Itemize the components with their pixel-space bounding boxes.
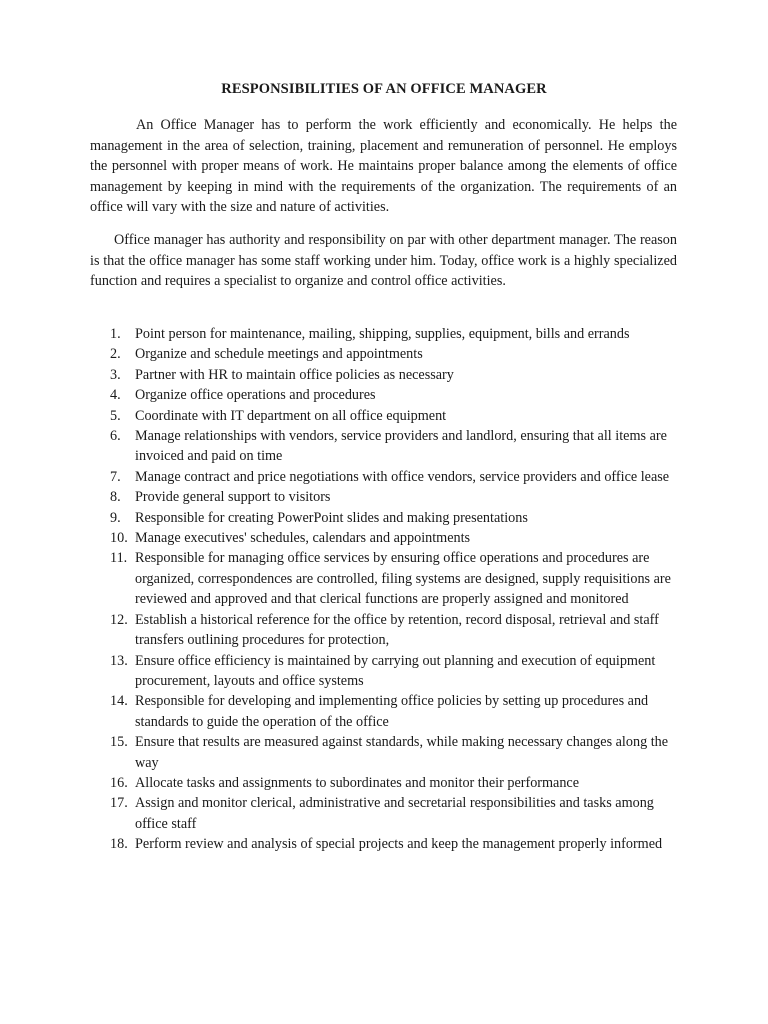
list-item-text: Organize office operations and procedures [135, 387, 376, 404]
list-item-number: 11. [110, 550, 128, 567]
list-item-text: Responsible for managing office services by ensuring office operations and procedures are organized, correspondences are controlled, filing systems are designed, supply requisitions are reviewed and approved and that clerical functions are properly assigned and monitored [135, 550, 671, 608]
intro-paragraph-2: Office manager has authority and responsibility on par with other department manager. The reason is that the office manager has some staff working under him. Today, office work is a highly specialized function and requires a specialist to organize and control office activities. [90, 232, 677, 289]
list-item-number: 7. [110, 468, 121, 485]
list-item [90, 406, 680, 426]
list-item [90, 467, 680, 487]
list-item-number: 15. [110, 734, 128, 751]
list-item-text: Ensure that results are measured against standards, while making necessary changes along the way [135, 734, 669, 771]
intro-paragraph-1: An Office Manager has to perform the work efficiently and economically. He helps the management in the area of selection, training, placement and remuneration of personnel. He employs the personnel with proper means of work. He maintains proper balance among the elements of office management by keeping in mind with the requirements of the organization. The requirements of an office will vary with the size and nature of activities. [90, 117, 677, 215]
list-item [90, 487, 680, 507]
list-item-number: 14. [110, 693, 128, 710]
list-item-text: Responsible for creating PowerPoint slides and making presentations [135, 509, 528, 526]
list-item [90, 691, 680, 732]
list-item-number: 5. [110, 407, 121, 424]
list-item-number: 2. [110, 346, 121, 363]
list-item-number: 3. [110, 366, 121, 383]
responsibilities-list [90, 324, 680, 855]
list-item-number: 18. [110, 836, 128, 853]
list-item-text: Provide general support to visitors [135, 489, 331, 506]
list-item-text: Perform review and analysis of special projects and keep the management properly informed [135, 836, 663, 853]
list-item-text: Responsible for developing and implementing office policies by setting up procedures and standards to guide the operation of the office [135, 693, 649, 730]
list-item [90, 426, 680, 467]
list-item-number: 17. [110, 795, 128, 812]
list-item [90, 548, 680, 609]
list-item-number: 12. [110, 611, 128, 628]
list-item-text: Organize and schedule meetings and appointments [135, 346, 423, 363]
list-item-number: 16. [110, 774, 128, 791]
list-item [90, 773, 680, 793]
list-item [90, 528, 680, 548]
list-item [90, 324, 680, 344]
list-item [90, 508, 680, 528]
list-item-text: Manage contract and price negotiations with office vendors, service providers and office lease [135, 468, 670, 485]
list-item [90, 732, 680, 773]
list-item [90, 385, 680, 405]
list-item [90, 365, 680, 385]
list-item [90, 834, 680, 854]
list-item-text: Point person for maintenance, mailing, shipping, supplies, equipment, bills and errands [135, 326, 630, 342]
list-item-number: 10. [110, 530, 128, 547]
list-item-number: 8. [110, 489, 121, 506]
list-item-number: 6. [110, 428, 121, 445]
list-item-text: Allocate tasks and assignments to subordinates and monitor their performance [135, 774, 580, 791]
list-item [90, 344, 680, 364]
list-item-text: Assign and monitor clerical, administrative and secretarial responsibilities and tasks among office staff [135, 795, 654, 832]
list-item-text: Coordinate with IT department on all office equipment [135, 407, 447, 424]
list-item-text: Partner with HR to maintain office policies as necessary [135, 366, 454, 383]
list-item-number: 13. [110, 652, 128, 669]
list-item-text: Manage executives' schedules, calendars and appointments [135, 530, 471, 547]
list-item-number: 9. [110, 509, 121, 526]
list-item [90, 610, 680, 651]
list-item-text: Establish a historical reference for the office by retention, record disposal, retrieval and staff transfers outlining procedures for protection, [135, 611, 659, 649]
list-item-text: Ensure office efficiency is maintained by carrying out planning and execution of equipment procurement, layouts and office systems [135, 652, 656, 689]
list-item [90, 651, 680, 692]
list-item [90, 793, 680, 834]
list-item-number: 4. [110, 387, 121, 404]
document-title: RESPONSIBILITIES OF AN OFFICE MANAGER [221, 81, 547, 97]
list-item-number: 1. [110, 326, 121, 342]
list-item-text: Manage relationships with vendors, service providers and landlord, ensuring that all items are invoiced and paid on time [135, 428, 667, 465]
